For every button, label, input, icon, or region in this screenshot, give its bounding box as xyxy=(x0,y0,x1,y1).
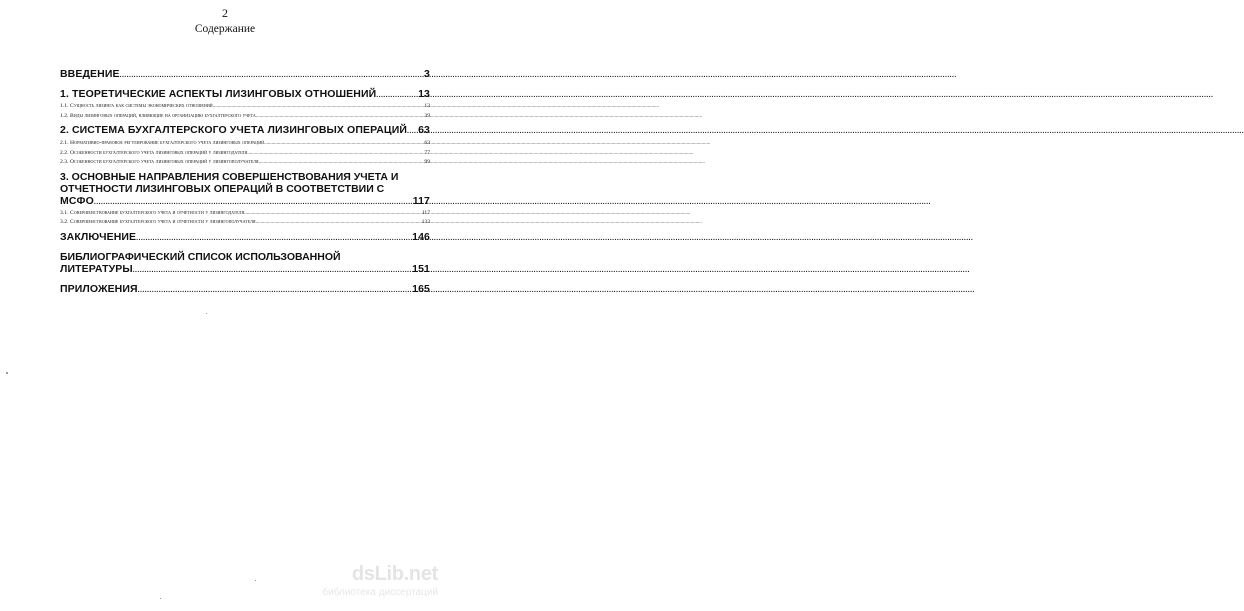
watermark-subtitle: библиотека диссертаций xyxy=(322,587,438,598)
toc-entry-page: 13 xyxy=(418,88,430,100)
toc-entry-major xyxy=(60,263,430,275)
toc-entry-label-line: БИБЛИОГРАФИЧЕСКИЙ СПИСОК ИСПОЛЬЗОВАННОЙ xyxy=(60,251,341,263)
toc-entry-label: 3.1. Совершенствование бухгалтерского учета и отчетности у лизингодателя xyxy=(60,210,245,216)
toc-leader-dots xyxy=(247,150,423,156)
toc-entry-label: ВВЕДЕНИЕ xyxy=(60,68,120,80)
toc-entry-label: 3.2. Совершенствование бухгалтерского учета и отчетности у лизингополучателя xyxy=(60,219,256,225)
toc-entry-minor xyxy=(60,219,430,225)
toc-entry-page: 133 xyxy=(421,219,430,225)
toc-entry-page: 99 xyxy=(424,159,430,165)
toc-leader-dots xyxy=(138,283,412,295)
scan-speck xyxy=(206,313,207,314)
toc-leader-dots xyxy=(407,124,417,136)
toc-entry-page: 146 xyxy=(412,231,430,243)
toc-entry-minor xyxy=(60,113,430,119)
toc-entry-label-line: ОТЧЕТНОСТИ ЛИЗИНГОВЫХ ОПЕРАЦИЙ В СООТВЕТСТВИИ С xyxy=(60,183,385,195)
toc-entry-page: 151 xyxy=(412,263,430,275)
scan-speck xyxy=(160,598,161,599)
toc-entry-page: 39 xyxy=(424,113,430,119)
toc-leader-dots xyxy=(213,103,424,109)
toc-entry-page: 117 xyxy=(412,195,430,207)
toc-leader-dots xyxy=(136,231,411,243)
toc-entry-page: 13 xyxy=(424,103,430,109)
toc-entry-minor xyxy=(60,159,430,165)
toc-entry-label-line: 3. ОСНОВНЫЕ НАПРАВЛЕНИЯ СОВЕРШЕНСТВОВАНИЯ УЧЕТА И xyxy=(60,171,399,183)
toc-entry-label: ЛИТЕРАТУРЫ xyxy=(60,263,133,275)
toc-leader-dots xyxy=(256,113,424,119)
toc-entry-label: 2. СИСТЕМА БУХГАЛТЕРСКОГО УЧЕТА ЛИЗИНГОВЫХ ОПЕРАЦИЙ xyxy=(60,124,407,136)
toc-leader-dots xyxy=(256,219,421,225)
toc-entry-page: 165 xyxy=(412,283,430,295)
toc-entry-label: 1. ТЕОРЕТИЧЕСКИЕ АСПЕКТЫ ЛИЗИНГОВЫХ ОТНОШЕНИЙ xyxy=(60,88,377,100)
toc-leader-dots xyxy=(376,88,417,100)
toc-entry-label: 2.1. Нормативно-правовое регулирование бухгалтерского учета лизинговых операций xyxy=(60,140,265,146)
toc-entry-major xyxy=(60,231,430,243)
toc-leader-dots xyxy=(244,210,421,216)
toc-entry-label: МСФО xyxy=(60,195,94,207)
toc-entry-label: 2.2. Особенности бухгалтерского учета лизинговых операций у лизингодателя xyxy=(60,150,248,156)
toc-entry-page: 3 xyxy=(424,68,430,80)
watermark-logo: dsLib.net xyxy=(351,563,438,585)
toc-entry-label: 2.3. Особенности бухгалтерского учета лизинговых операций у лизингополучателя xyxy=(60,159,259,165)
scan-speck xyxy=(255,580,256,581)
toc-entry-minor xyxy=(60,140,430,146)
page-title: Содержание xyxy=(194,23,256,35)
toc-entry-label: 1.1. Сущность лизинга как системы экономических отношений xyxy=(60,103,213,109)
toc-entry-minor xyxy=(60,150,430,156)
toc-entry-minor xyxy=(60,103,430,109)
toc-entry-label: ЗАКЛЮЧЕНИЕ xyxy=(60,231,137,243)
toc-entry-major xyxy=(60,283,430,295)
toc-entry-page: 63 xyxy=(424,140,430,146)
toc-leader-dots xyxy=(264,140,423,146)
toc-entry-label: 1.2. Виды лизинговых операций, влияющие на организацию бухгалтерского учета xyxy=(60,113,256,119)
toc-leader-dots xyxy=(120,68,423,80)
toc-entry-major xyxy=(60,68,430,80)
toc-entry-page: 77 xyxy=(424,150,430,156)
toc-leader-dots xyxy=(133,263,411,275)
toc-entry-page: 63 xyxy=(418,124,430,136)
toc-entry-major xyxy=(60,88,430,100)
watermark xyxy=(298,563,438,601)
toc-entry-page: 117 xyxy=(421,210,430,216)
toc-entry-major xyxy=(60,124,430,136)
toc-entry-major xyxy=(60,195,430,207)
page-number: 2 xyxy=(222,6,228,20)
toc-leader-dots xyxy=(94,195,412,207)
toc-entry-label: ПРИЛОЖЕНИЯ xyxy=(60,283,138,295)
toc-leader-dots xyxy=(259,159,424,165)
scan-speck xyxy=(6,372,8,374)
toc-entry-minor xyxy=(60,210,430,216)
